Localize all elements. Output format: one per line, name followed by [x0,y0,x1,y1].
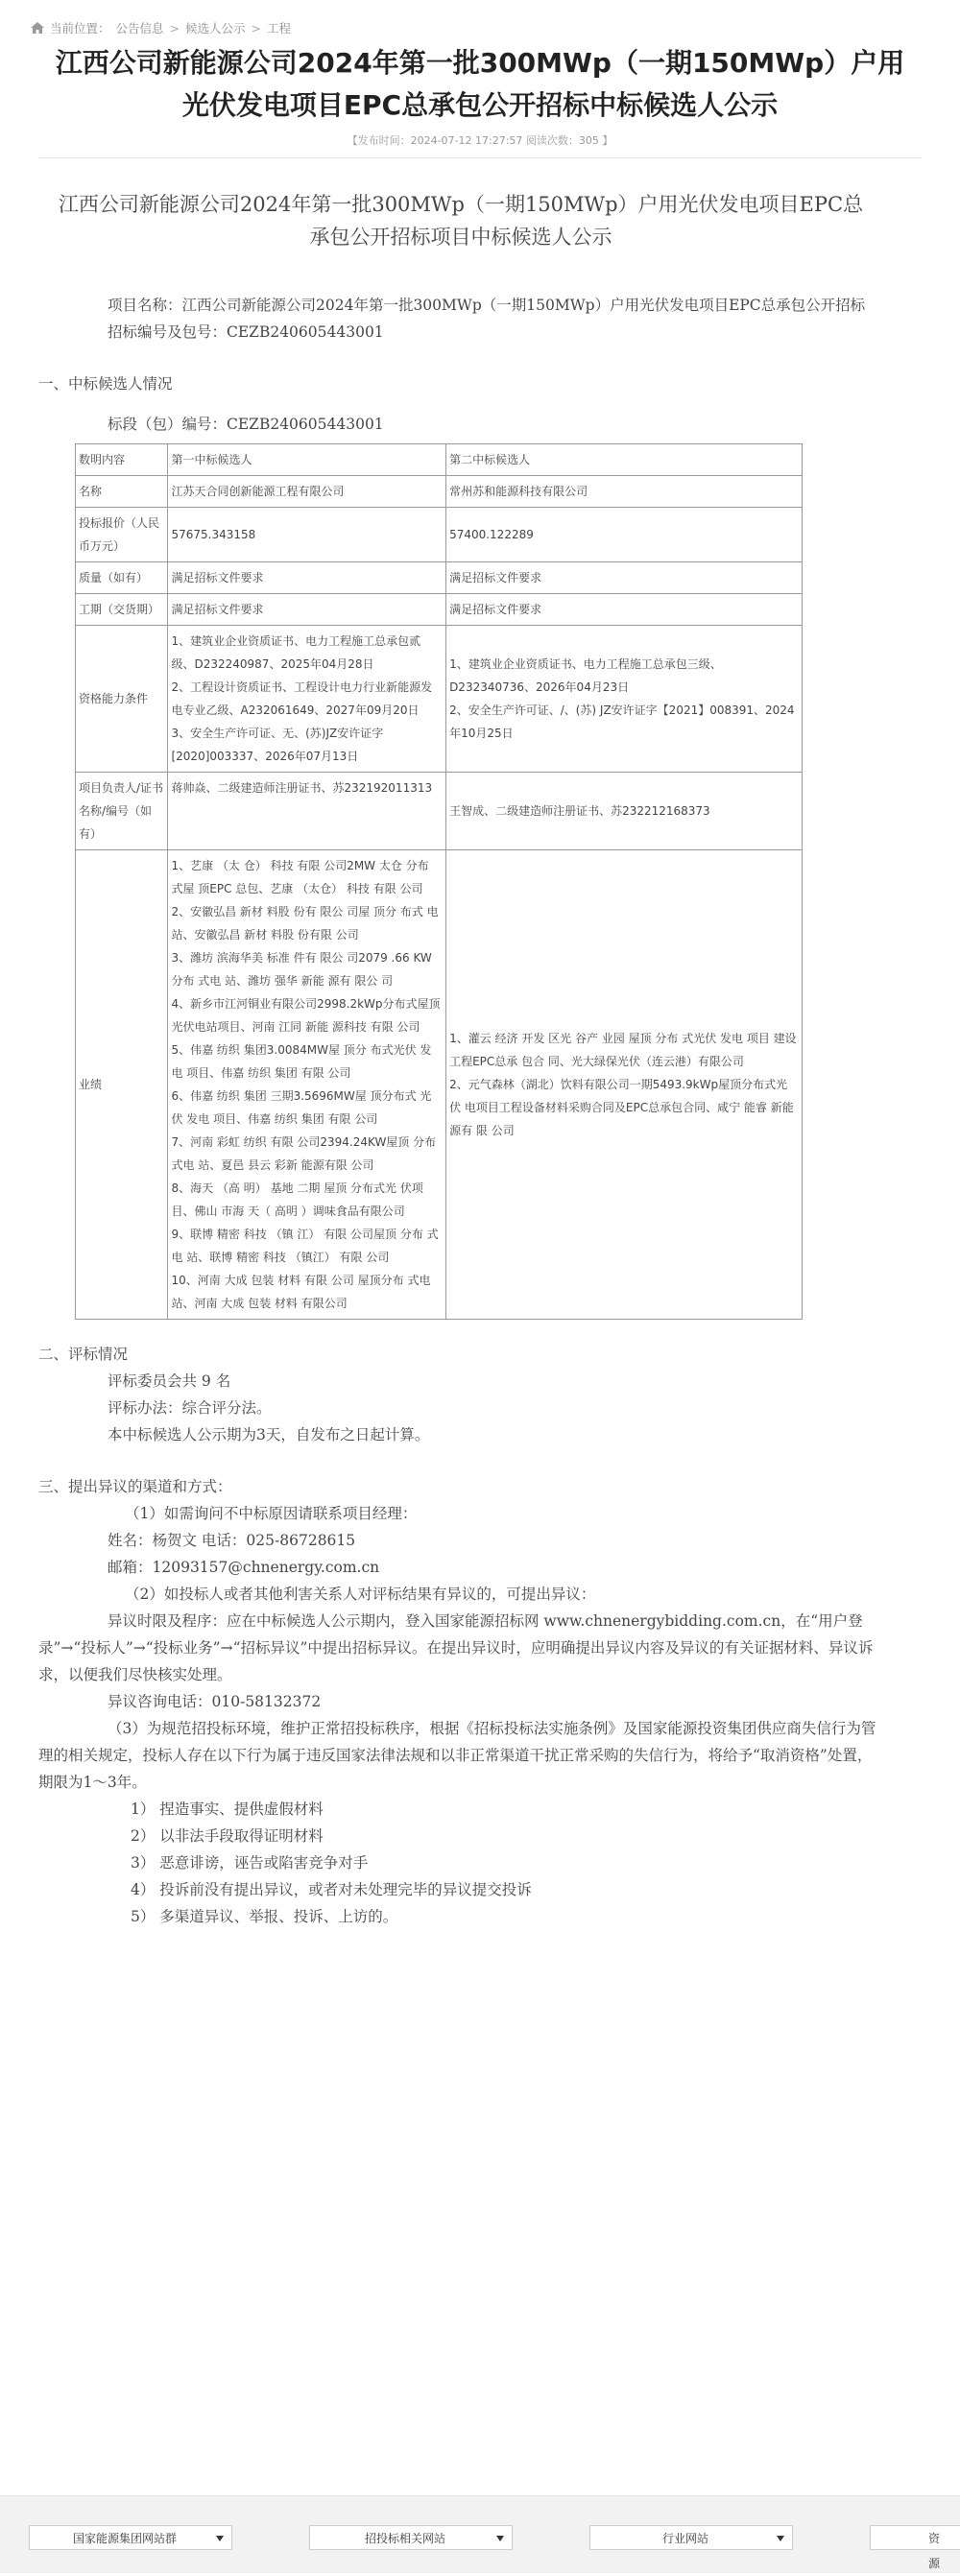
breadcrumb-label: 当前位置： [50,21,110,36]
breadcrumb [31,19,291,36]
table-row [76,476,803,508]
table-row [76,562,803,594]
breadcrumb-separator: > [169,20,180,36]
list-item: 5、伟嘉 纺织 集团3.0084MW屋 顶分 布式光伏 发电 项目、伟嘉 纺织 集团 有限 公司 [171,1043,432,1080]
objection-phone: 异议咨询电话：010-58132372 [108,1693,322,1710]
project-name: 项目名称：江西公司新能源公司2024年第一批300MWp（一期150MWp）户用光伏发电项目EPC总承包公开招标 [108,297,866,314]
objection-rules: （3）为规范招投标环境，维护正常招投标秩序，根据《招标投标法实施条例》及国家能源投资集团供应商失信行为管理的相关规定，投标人存在以下行为属于违反国家法律法规和以非正常渠道干扰正常采购的失信行为，将给予“取消资格”处置，期限为1～3年。 [38,1720,876,1791]
table-cell: 满足招标文件要求 [446,562,803,594]
select-value: 资源 [928,2532,941,2570]
list-item: 5） 多渠道异议、举报、投诉、上访的。 [131,1908,398,1925]
publish-meta: 【发布时间：2024-07-12 17:27:57 阅读次数：305 】 [347,134,613,147]
page-title: 江西公司新能源公司2024年第一批300MWp（一期150MWp）户用光伏发电项目EPC总承包公开招标中标候选人公示 [55,47,905,121]
table-cell: 常州苏和能源科技有限公司 [446,476,803,508]
list-item: 2、元气森林（湖北）饮料有限公司一期5493.9kWp屋顶分布式光伏 电项目工程设备材料采购合同及EPC总承包合同、咸宁 能睿 新能 源有 限 公司 [449,1078,794,1137]
divider [38,157,922,158]
article-body [38,188,883,1930]
list-item: 2、安全生产许可证、/、(苏) JZ安许证字【2021】008391、2024年10月25日 [449,704,795,740]
list-item: 6、伟嘉 纺织 集团 三期3.5696MW屋 顶分布式 光伏 发电 项目、伟嘉 纺织 集团 有限 公司 [171,1089,432,1126]
table-cell [168,850,446,1320]
list-item: 2、工程设计资质证书、工程设计电力行业新能源发电专业乙级、A232061649、2027年09月20日 [171,680,433,717]
list-item: 1、艺康 （太 仓） 科技 有限 公司2MW 太仓 分布 式屋 顶EPC 总包、艺康 （太仓） 科技 有限 公司 [171,859,429,895]
footer [0,2495,960,2573]
section-heading-candidates: 一、中标候选人情况 [38,375,173,393]
table-cell: 名称 [76,476,168,508]
list-item: 1、灌云 经济 开发 区光 谷产 业园 屋顶 分布 式光伏 发电 项目 建设 工程EPC总承 包合 同、光大绿保光伏（连云港）有限公司 [449,1032,797,1068]
table-cell: 57400.122289 [446,508,803,562]
section-heading-objection: 三、提出异议的渠道和方式： [38,1478,232,1495]
objection-line: （2）如投标人或者其他利害关系人对评标结果有异议的，可提出异议： [125,1586,596,1603]
table-cell: 工期（交货期） [76,594,168,626]
table-cell: 数明内容 [76,444,168,476]
breadcrumb-separator: > [251,20,262,36]
list-item: 2、安徽弘昌 新材 料股 份有 限公 司屋 顶分 布式 电站、安徽弘昌 新材 料股 份有限 公司 [171,905,439,942]
list-item: 3、潍坊 滨海华美 标准 件有 限公 司2079 .66 KW 分布 式电 站、潍坊 强华 新能 源有 限公 司 [171,951,432,988]
list-item: 4） 投诉前没有提出异议，或者对未处理完毕的异议提交投诉 [131,1881,532,1898]
bidding-sites-select[interactable] [309,2525,513,2550]
table-cell: 满足招标文件要求 [446,594,803,626]
chevron-down-icon [496,2536,504,2541]
table-cell: 江苏天合同创新能源工程有限公司 [168,476,446,508]
table-cell: 57675.343158 [168,508,446,562]
table-cell: 投标报价（人民币万元） [76,508,168,562]
list-item: 7、河南 彩虹 纺织 有限 公司2394.24KW屋顶 分布 式电 站、夏邑 县云 彩新 能源有限 公司 [171,1135,437,1172]
document-title: 江西公司新能源公司2024年第一批300MWp（一期150MWp）户用光伏发电项目EPC总承包公开招标项目中标候选人公示 [58,193,864,249]
table-header-row [76,444,803,476]
evaluation-line: 评标办法：综合评分法。 [108,1399,272,1417]
candidates-table [75,443,803,1320]
table-cell: 资格能力条件 [76,626,168,773]
list-item: 1、建筑业企业资质证书、电力工程施工总承包贰级、D232240987、2025年04月28日 [171,634,421,671]
breadcrumb-link-candidates[interactable]: 候选人公示 [185,21,246,36]
list-item: 9、联博 精密 科技 （镇 江） 有限 公司屋顶 分布 式电 站、联博 精密 科技 （镇江） 有限 公司 [171,1228,439,1264]
site-group-select[interactable] [29,2525,232,2550]
table-row [76,594,803,626]
table-row [76,508,803,562]
table-cell: 第二中标候选人 [446,444,803,476]
home-icon[interactable] [31,22,44,34]
table-cell: 满足招标文件要求 [168,594,446,626]
table-cell: 蒋帅焱、二级建造师注册证书、苏232192011313 [168,773,446,850]
evaluation-line: 本中标候选人公示期为3天，自发布之日起计算。 [108,1426,430,1443]
contact-line: 姓名：杨贺文 电话：025-86728615 [108,1532,356,1549]
section-heading-evaluation: 二、评标情况 [38,1346,129,1363]
table-cell: 项目负责人/证书名称/编号（如有） [76,773,168,850]
table-cell: 王智成、二级建造师注册证书、苏232212168373 [446,773,803,850]
list-item: 1） 捏造事实、提供虚假材料 [131,1801,324,1818]
email-line: 邮箱：12093157@chnenergy.com.cn [108,1559,380,1576]
list-item: 3） 恶意诽谤，诬告或陷害竞争对手 [131,1854,369,1872]
objection-line: （1）如需询问不中标原因请联系项目经理： [125,1505,418,1522]
bid-number: 招标编号及包号：CEZB240605443001 [108,323,384,341]
list-item: 2） 以非法手段取得证明材料 [131,1827,324,1845]
chevron-down-icon [777,2536,784,2541]
chevron-down-icon [216,2536,224,2541]
breadcrumb-link-notices[interactable]: 公告信息 [115,21,164,36]
select-value: 招投标相关网站 [364,2532,445,2545]
evaluation-line: 评标委员会共 9 名 [108,1372,231,1390]
table-cell [168,626,446,773]
table-row [76,626,803,773]
select-value: 国家能源集团网站群 [72,2532,177,2545]
industry-sites-select[interactable] [589,2525,793,2550]
list-item: 3、安全生产许可证、无、(苏)JZ安许证字[2020]003337、2026年07月13日 [171,727,384,763]
table-cell: 质量（如有） [76,562,168,594]
table-cell: 满足招标文件要求 [168,562,446,594]
table-cell [446,626,803,773]
table-row [76,773,803,850]
list-item: 1、建筑业企业资质证书、电力工程施工总承包三级、D232340736、2026年04月23日 [449,657,722,694]
table-cell [446,850,803,1320]
list-item: 8、海天 （高 明） 基地 二期 屋顶 分布式光 伏项 目、佛山 市海 天（ 高明 ）调味食品有限公司 [171,1181,423,1218]
table-row [76,850,803,1320]
objection-procedure: 异议时限及程序：应在中标候选人公示期内，登入国家能源招标网 www.chnenergybidding.com.cn，在“用户登录”→“投标人”→“投标业务”→“招标异议”中提出招标异议。在提出异议时，应明确提出异议内容及异议的有关证据材料、异议诉求，以便我们尽快核实处理。 [38,1612,874,1683]
list-item: 10、河南 大成 包装 材料 有限 公司 屋顶分布 式电 站、河南 大成 包装 材料 有限公司 [171,1274,431,1310]
breadcrumb-link-engineering[interactable]: 工程 [267,21,292,36]
list-item: 4、新乡市江河铜业有限公司2998.2kWp分布式屋顶光伏电站项目、河南 江同 新能 源科技 有限 公司 [171,997,441,1034]
section-code: 标段（包）编号：CEZB240605443001 [108,416,384,433]
table-cell: 第一中标候选人 [168,444,446,476]
select-value: 行业网站 [661,2532,708,2545]
resource-sites-select[interactable] [870,2525,960,2570]
table-cell: 业绩 [76,850,168,1320]
